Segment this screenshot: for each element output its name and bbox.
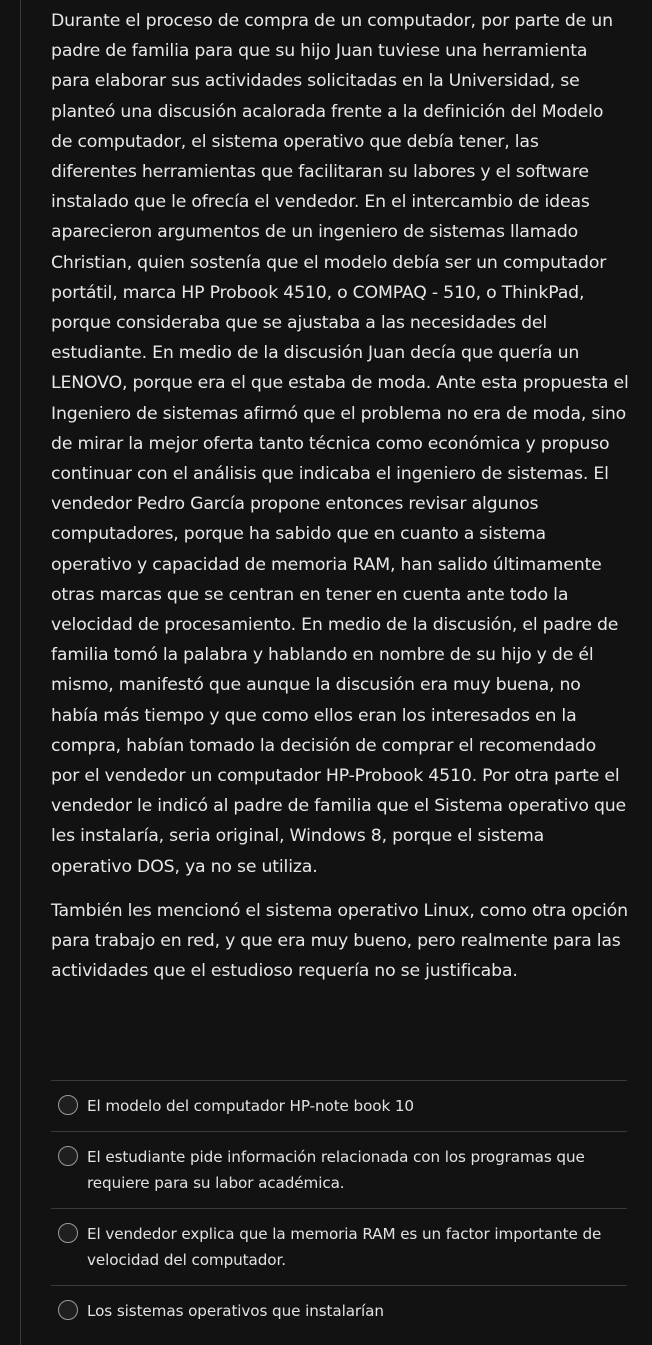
question-paragraph-1: Durante el proceso de compra de un computador, por parte de un padre de familia para que su hijo Juan tuviese una herramienta para elaborar sus actividades solicitadas en la Universidad, se planteó una discusión acalorada frente a la definición del Modelo de computador, el sistema operativo que debía tener, las diferentes herramientas que facilitaran su labores y el software instalado que le ofrecía el vendedor. En el intercambio de ideas aparecieron argumentos de un ingeniero de sistemas llamado Christian, quien sostenía que el modelo debía ser un computador portátil, marca HP Probook 4510, o COMPAQ - 510, o ThinkPad, porque consideraba que se ajustaba a las necesidades del estudiante. En medio de la discusión Juan decía que quería un LENOVO, porque era el que estaba de moda. Ante esta propuesta el Ingeniero de sistemas afirmó que el problema no era de moda, sino de mirar la mejor oferta tanto técnica como económica y propuso continuar con el análisis que indicaba el ingeniero de sistemas. El vendedor Pedro García propone entonces revisar algunos computadores, porque ha sabido que en cuanto a sistema operativo y capacidad de memoria RAM, han salido últimamente otras marcas que se centran en tener en cuenta ante todo la velocidad de procesamiento. En medio de la discusión, el padre de familia tomó la palabra y hablando en nombre de su hijo y de él mismo, manifestó que aunque la discusión era muy buena, no había más tiempo y que como ellos eran los interesados en la compra, habían tomado la decisión de comprar el recomendado por el vendedor un computador HP-Probook 4510. Por otra parte el vendedor le indicó al padre de familia que el Sistema operativo que les instalaría, seria original, Windows 8, porque el sistema operativo DOS, ya no se utiliza. — [51, 11, 629, 877]
answer-option-label: El modelo del computador HP-note book 10 — [87, 1097, 414, 1115]
answer-option-1[interactable] — [51, 1080, 627, 1131]
answer-options — [51, 1080, 627, 1336]
radio-button[interactable] — [58, 1146, 78, 1166]
answer-option-label: Los sistemas operativos que instalarían — [87, 1302, 384, 1320]
answer-option-label: El vendedor explica que la memoria RAM es un factor importante de velocidad del computador. — [87, 1225, 602, 1269]
answer-option-4[interactable] — [51, 1285, 627, 1336]
radio-button[interactable] — [58, 1095, 78, 1115]
answer-option-2[interactable] — [51, 1131, 627, 1208]
left-border — [20, 0, 21, 1345]
answer-option-label: El estudiante pide información relacionada con los programas que requiere para su labor académica. — [87, 1148, 585, 1192]
question-paragraph-2: También les mencionó el sistema operativo Linux, como otra opción para trabajo en red, y que era muy bueno, pero realmente para las actividades que el estudioso requería no se justificaba. — [51, 900, 628, 982]
question-text — [51, 6, 629, 987]
radio-button[interactable] — [58, 1300, 78, 1320]
radio-button[interactable] — [58, 1223, 78, 1243]
answer-option-3[interactable] — [51, 1208, 627, 1285]
